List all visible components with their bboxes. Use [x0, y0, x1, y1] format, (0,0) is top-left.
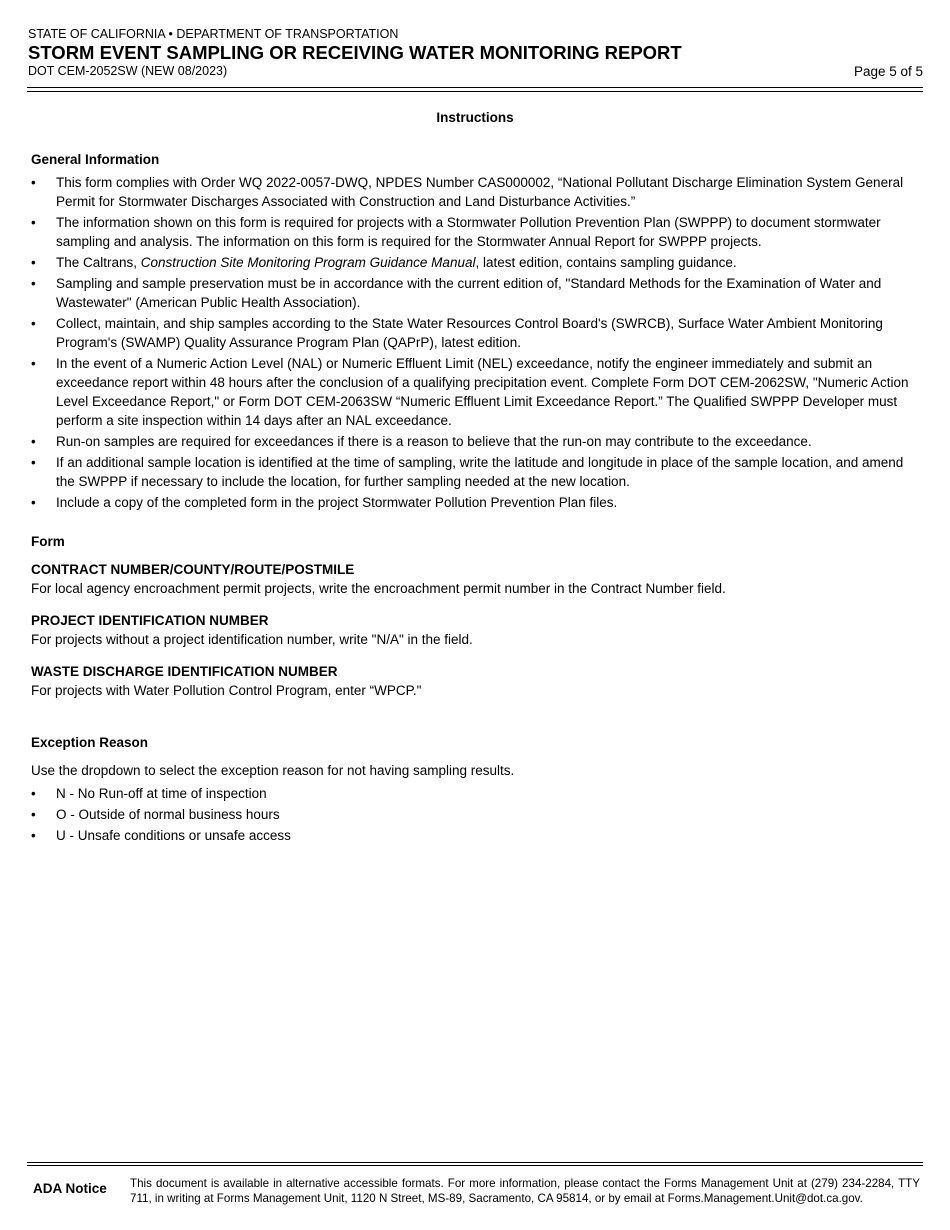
exception-heading: Exception Reason — [31, 735, 149, 750]
form-number: DOT CEM-2052SW (NEW 08/2023) — [28, 64, 228, 78]
list-item: • Sampling and sample preservation must be in accordance with the current edition of, "Standard Methods for the Examination of Water and Wastewater" (American Public Health Association). — [31, 276, 882, 310]
agency-line: STATE OF CALIFORNIA • DEPARTMENT OF TRANSPORTATION — [28, 27, 399, 41]
field-title-contract: CONTRACT NUMBER/COUNTY/ROUTE/POSTMILE — [31, 562, 355, 577]
field-text-project-id: For projects without a project identification number, write "N/A" in the field. — [31, 632, 473, 647]
list-item: • Run-on samples are required for exceedances if there is a reason to believe that the run-on may contribute to the exceedance. — [31, 434, 812, 449]
instructions-heading: Instructions — [436, 110, 514, 125]
list-item: • Collect, maintain, and ship samples according to the State Water Resources Control Board's (SWRCB), Surface Water Ambient Monitoring Program's (SWAMP) Quality Assurance Program Plan (QAPrP), latest edition. — [31, 316, 883, 350]
ada-label: ADA Notice — [33, 1181, 107, 1196]
form-heading: Form — [31, 534, 65, 549]
list-item: • The information shown on this form is required for projects with a Stormwater Pollution Prevention Plan (SWPPP) to document stormwater sampling and analysis. The information on this form is required for the Stormwater Annual Report for SWPPP projects. — [31, 215, 881, 249]
form-title: STORM EVENT SAMPLING OR RECEIVING WATER MONITORING REPORT — [28, 42, 682, 63]
header-rule-2 — [27, 91, 923, 92]
footer-rule-2 — [27, 1165, 923, 1166]
exception-intro: Use the dropdown to select the exception reason for not having sampling results. — [31, 763, 515, 778]
form-id-row — [28, 64, 923, 79]
list-item: • If an additional sample location is identified at the time of sampling, write the latitude and longitude in place of the sample location, and amend the SWPPP if necessary to include the location, for further sampling needed at the new location. — [31, 455, 904, 489]
page-header — [28, 27, 923, 79]
list-item: • The Caltrans, Construction Site Monitoring Program Guidance Manual, latest edition, contains sampling guidance. — [31, 255, 737, 270]
general-info-heading: General Information — [31, 152, 160, 167]
exception-list — [31, 784, 919, 845]
list-item: • U - Unsafe conditions or unsafe access — [31, 828, 291, 843]
ada-notice-text: This document is available in alternative accessible formats. For more information, please contact the Forms Management Unit at (279) 234-2284, TTY 711, in writing at Forms Management Unit, 1120 N Street, MS-89, Sacramento, CA 95814, or by email at Forms.Management.Unit@dot.ca.gov. — [130, 1177, 920, 1205]
list-item: • O - Outside of normal business hours — [31, 807, 280, 822]
manual-title: Construction Site Monitoring Program Guidance Manual — [140, 255, 476, 270]
field-title-project-id: PROJECT IDENTIFICATION NUMBER — [31, 613, 269, 628]
instructions-body — [31, 108, 919, 847]
field-text-contract: For local agency encroachment permit projects, write the encroachment permit number in the Contract Number field. — [31, 581, 726, 596]
list-item: • Include a copy of the completed form in the project Stormwater Pollution Prevention Plan files. — [31, 495, 618, 510]
general-info-list — [31, 173, 919, 512]
list-item: • This form complies with Order WQ 2022-0057-DWQ, NPDES Number CAS000002, “National Pollutant Discharge Elimination System General Permit for Stormwater Discharges Associated with Construction and Land Disturbance Activities.” — [31, 175, 904, 209]
header-rule-1 — [27, 87, 923, 88]
page-number: Page 5 of 5 — [853, 64, 923, 79]
list-item: • In the event of a Numeric Action Level (NAL) or Numeric Effluent Limit (NEL) exceedance, notify the engineer immediately and submit an exceedance report within 48 hours after the conclusion of a qualifying precipitation event. Complete Form DOT CEM-2062SW, "Numeric Action Level Exceedance Report," or Form DOT CEM-2063SW “Numeric Effluent Limit Exceedance Report.” The Qualified SWPPP Developer must perform a site inspection within 14 days after an NAL exceedance. — [31, 356, 909, 428]
field-text-wdid: For projects with Water Pollution Control Program, enter “WPCP." — [31, 683, 422, 698]
field-title-wdid: WASTE DISCHARGE IDENTIFICATION NUMBER — [31, 664, 338, 679]
ada-footer — [27, 1162, 923, 1206]
footer-rule-1 — [27, 1162, 923, 1163]
list-item: • N - No Run-off at time of inspection — [31, 786, 267, 801]
